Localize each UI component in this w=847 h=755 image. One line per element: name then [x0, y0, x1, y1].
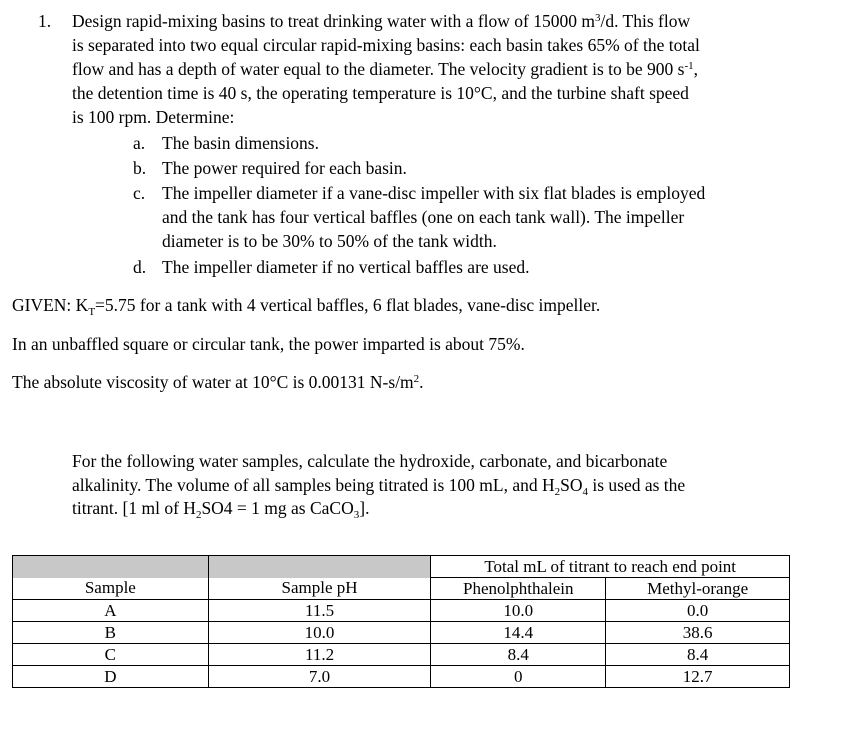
table-header-row-1	[13, 556, 790, 578]
problem1-line3	[72, 58, 698, 80]
h2-subscript-2: 2	[195, 509, 202, 521]
so4-subscript: 4	[582, 486, 588, 498]
item-c-text-3: diameter is to be 30% to 50% of the tank width.	[162, 231, 497, 251]
table-row	[13, 622, 790, 644]
cell-sample: A	[13, 600, 209, 622]
cell-ph: 11.5	[208, 600, 431, 622]
problem2-line3	[72, 497, 369, 522]
item-a-text: The basin dimensions.	[162, 133, 319, 153]
cell-sample: D	[13, 666, 209, 688]
item-c-text-2: and the tank has four vertical baffles (one on each tank wall). The impeller	[162, 207, 685, 227]
cell-sample: C	[13, 644, 209, 666]
viscosity-text-end: .	[419, 372, 424, 392]
cell-sample: B	[13, 622, 209, 644]
cell-phenolphthalein: 8.4	[431, 644, 606, 666]
header-shaded-cell	[13, 556, 209, 578]
problem1-line2: is separated into two equal circular rapid-mixing basins: each basin takes 65% of the total	[72, 35, 700, 55]
cell-phenolphthalein: 14.4	[431, 622, 606, 644]
problem2-line3-end: ].	[359, 498, 370, 518]
column-header-methyl-orange: Methyl-orange	[606, 578, 790, 600]
viscosity-line	[12, 371, 424, 393]
alkalinity-table	[12, 555, 790, 688]
cell-ph: 11.2	[208, 644, 431, 666]
problem2-line3-mid: SO4 = 1 mg as CaCO	[201, 498, 354, 518]
problem2-line3-text: titrant. [1 ml of H	[72, 498, 196, 518]
inverse-second-superscript: -1	[684, 60, 694, 72]
item-b-marker: b.	[133, 158, 147, 178]
caco3-subscript: 3	[353, 509, 360, 521]
column-header-phenolphthalein: Phenolphthalein	[431, 578, 606, 600]
problem1-line1	[72, 10, 690, 32]
cell-ph: 7.0	[208, 666, 431, 688]
given-text: GIVEN: K	[12, 295, 89, 315]
problem2-line2	[72, 474, 685, 499]
viscosity-superscript: 2	[413, 373, 420, 385]
table-row	[13, 644, 790, 666]
cubic-superscript: 3	[594, 12, 601, 24]
table-row	[13, 600, 790, 622]
cell-methyl-orange: 38.6	[606, 622, 790, 644]
viscosity-text: The absolute viscosity of water at 10°C is 0.00131 N-s/m	[12, 372, 414, 392]
cell-ph: 10.0	[208, 622, 431, 644]
problem1-line4: the detention time is 40 s, the operating temperature is 10°C, and the turbine shaft speed	[72, 83, 689, 103]
item-a-marker: a.	[133, 133, 146, 153]
problem1-line1-end: /d. This flow	[600, 11, 691, 31]
table-row	[13, 666, 790, 688]
item-c-marker: c.	[133, 183, 146, 203]
item-d-text: The impeller diameter if no vertical baffles are used.	[162, 257, 530, 277]
problem2-line2-so: SO	[560, 475, 583, 495]
item-b-text: The power required for each basin.	[162, 158, 407, 178]
cell-phenolphthalein: 10.0	[431, 600, 606, 622]
problem2-line1: For the following water samples, calculate the hydroxide, carbonate, and bicarbonate	[72, 451, 668, 471]
given-line	[12, 294, 600, 319]
column-header-ph: Sample pH	[208, 578, 431, 600]
problem1-line1-text: Design rapid-mixing basins to treat drinking water with a flow of 15000 m	[72, 11, 595, 31]
table-header-row-2	[13, 578, 790, 600]
h2-subscript: 2	[554, 486, 561, 498]
cell-methyl-orange: 0.0	[606, 600, 790, 622]
group-header: Total mL of titrant to reach end point	[431, 556, 790, 578]
problem2-line2-end: is used as the	[587, 475, 686, 495]
problem2-line2-text: alkalinity. The volume of all samples being titrated is 100 mL, and H	[72, 475, 555, 495]
given-text-end: =5.75 for a tank with 4 vertical baffles, 6 flat blades, vane-disc impeller.	[95, 295, 601, 315]
problem1-line3-text: flow and has a depth of water equal to the diameter. The velocity gradient is to be 900 s	[72, 59, 685, 79]
cell-methyl-orange: 8.4	[606, 644, 790, 666]
problem1-line3-end: ,	[693, 59, 699, 79]
problem-number: 1.	[38, 11, 52, 31]
item-c-text-1: The impeller diameter if a vane-disc impeller with six flat blades is employed	[162, 183, 706, 203]
column-header-sample: Sample	[13, 578, 209, 600]
header-shaded-cell	[208, 556, 431, 578]
cell-phenolphthalein: 0	[431, 666, 606, 688]
unbaffled-line: In an unbaffled square or circular tank, the power imparted is about 75%.	[12, 334, 525, 354]
item-d-marker: d.	[133, 257, 147, 277]
given-subscript: T	[88, 306, 96, 318]
problem1-line5: is 100 rpm. Determine:	[72, 107, 235, 127]
cell-methyl-orange: 12.7	[606, 666, 790, 688]
